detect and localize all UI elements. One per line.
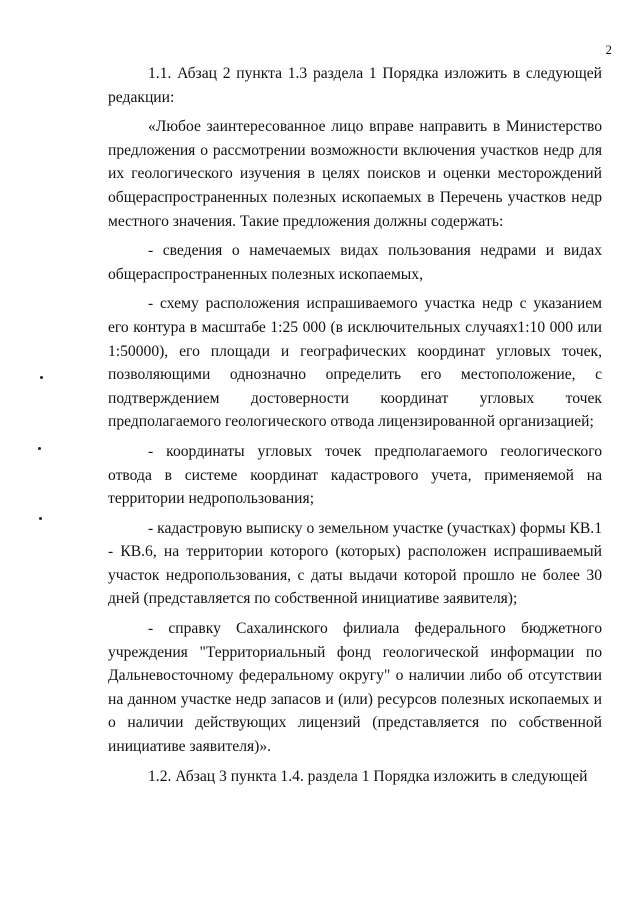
list-item-site-scheme: - схему расположения испрашиваемого участка недр с указанием его контура в масштабе 1:25 000 (в исключительных случаях1:10 000 или 1:50000), его площади и географических координат угловых точек, позволяющими однозначно определить его местоположение, с подтверждением достоверности координат угловых точек предполагаемого геологического отвода лицензированной организацией; bbox=[108, 295, 602, 431]
scan-speck bbox=[40, 376, 43, 379]
scan-speck bbox=[39, 517, 42, 520]
paragraph-1-1-heading: 1.1. Абзац 2 пункта 1.3 раздела 1 Порядка изложить в следующей редакции: bbox=[108, 65, 602, 106]
list-item-cadastral-extract: - кадастровую выписку о земельном участке (участках) формы КВ.1 - КВ.6, на территории которого (которых) расположен испрашиваемый участок недропользования, с даты выдачи которой прошло не более 30 дней (представляется по собственной инициативе заявителя); bbox=[108, 519, 602, 608]
list-item-geological-certificate: - справку Сахалинского филиала федерального бюджетного учреждения "Территориальный фонд геологической информации по Дальневосточному федеральному округу" о наличии либо об отсутствии на данном участке недр запасов и (или) ресурсов полезных ископаемых и о наличии действующих лицензий (представляется по собственной инициативе заявителя)». bbox=[108, 620, 602, 756]
list-item-subsoil-use-info: - сведения о намечаемых видах пользования недрами и видах общераспространенных полезных ископаемых, bbox=[108, 242, 602, 283]
paragraph-quote-intro: «Любое заинтересованное лицо вправе направить в Министерство предложения о рассмотрении возможности включения участков недр для их геологического изучения в целях поисков и оценки месторождений общераспространенных полезных ископаемых в Перечень участков недр местного значения. Такие предложения должны содержать: bbox=[108, 118, 602, 230]
list-item-corner-coordinates: - координаты угловых точек предполагаемого геологического отвода в системе координат кадастрового учета, применяемой на территории недропользования; bbox=[108, 442, 602, 508]
paragraph-1-2-heading: 1.2. Абзац 3 пункта 1.4. раздела 1 Порядка изложить в следующей bbox=[148, 767, 588, 785]
scan-speck bbox=[38, 447, 41, 450]
document-body bbox=[108, 62, 602, 788]
page-number: 2 bbox=[605, 42, 612, 57]
